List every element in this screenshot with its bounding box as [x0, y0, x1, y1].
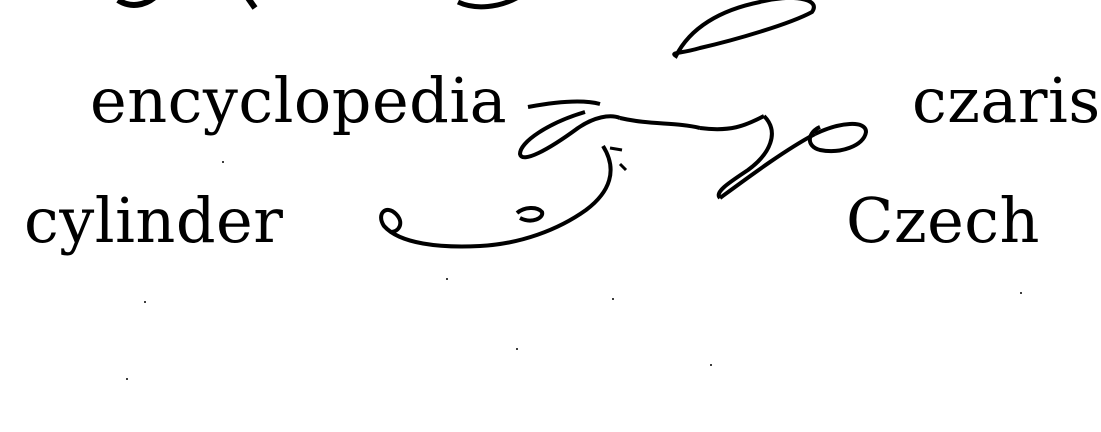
- cropped-previous-line: [0, 0, 1080, 10]
- speck: [710, 364, 712, 366]
- speck: [516, 348, 518, 350]
- word-cylinder: cylinder: [24, 184, 284, 257]
- speck: [612, 298, 614, 300]
- speck: [1020, 292, 1022, 294]
- speck: [144, 301, 146, 303]
- word-czech: Czech: [846, 184, 1040, 257]
- speck: [222, 161, 224, 163]
- word-encyclopedia: encyclopedia: [90, 64, 508, 137]
- speck: [126, 378, 128, 380]
- word-czarist-partial: czaris: [912, 64, 1101, 137]
- speck: [446, 278, 448, 280]
